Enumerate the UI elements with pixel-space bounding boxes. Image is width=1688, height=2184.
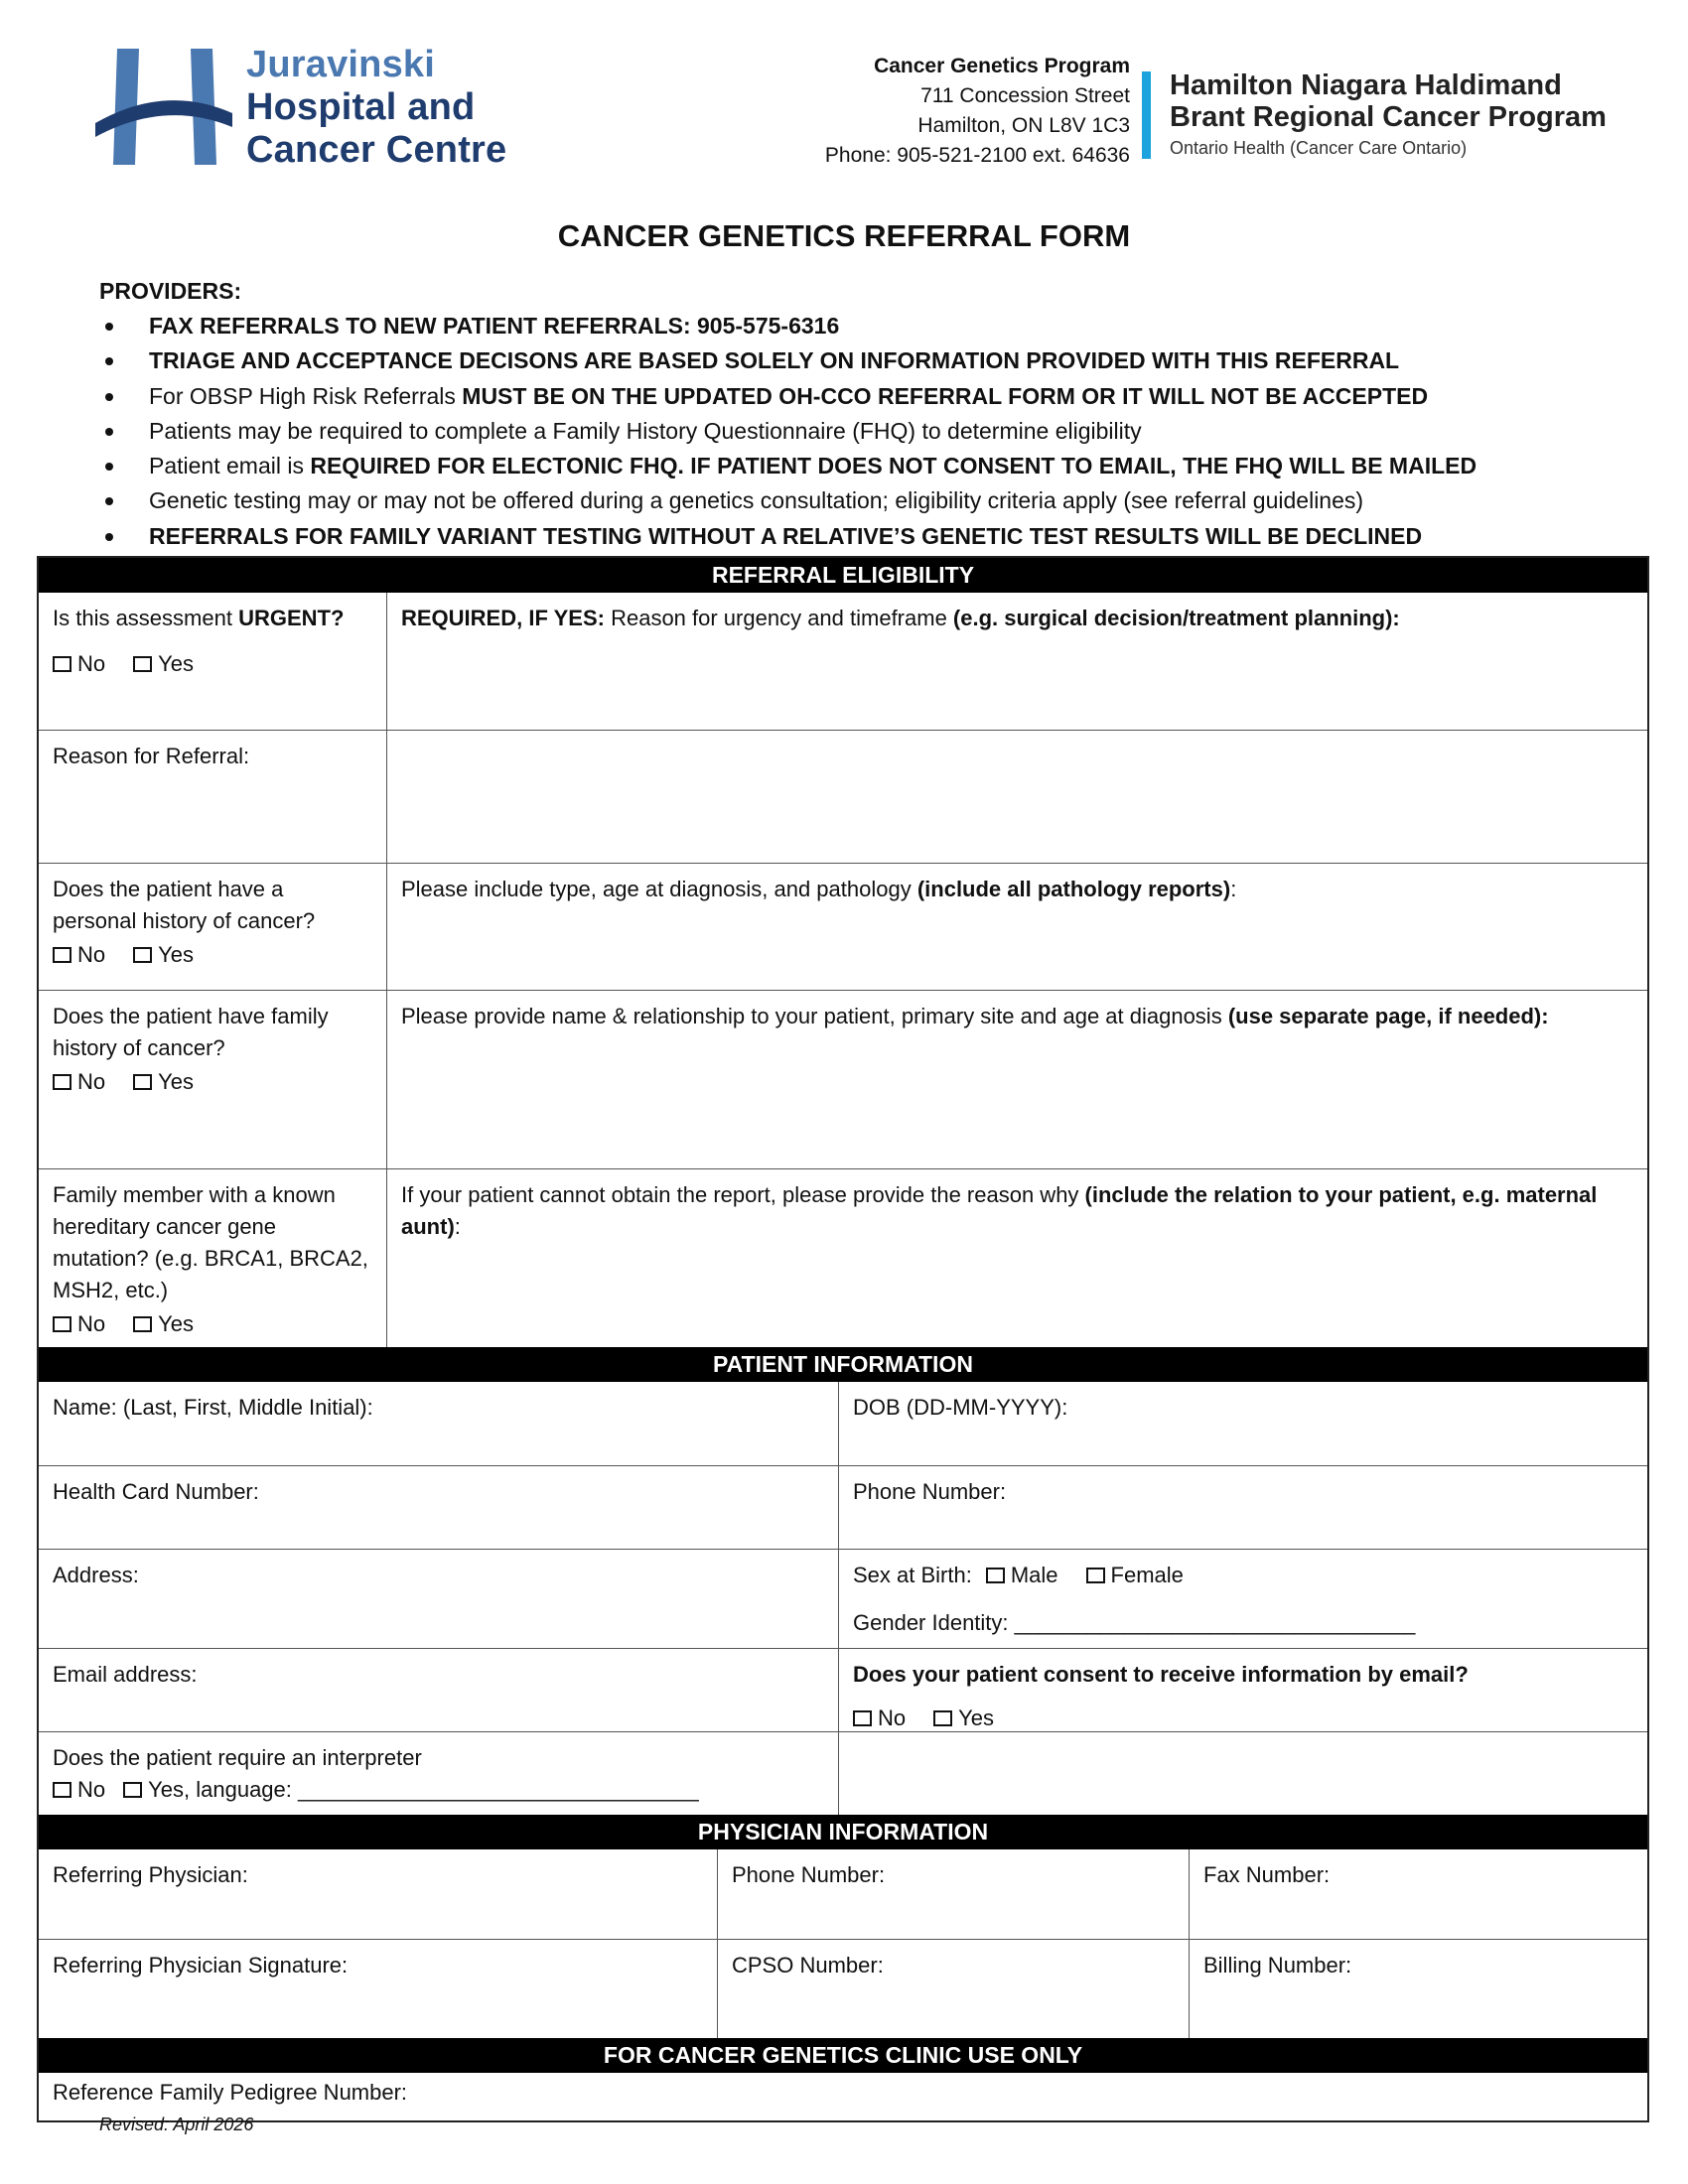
pedigree-label: Reference Family Pedigree Number: [53, 2080, 408, 2105]
patient-row-1 [39, 1382, 1647, 1465]
option-label: No [77, 942, 106, 967]
physician-row-1 [39, 1849, 1647, 1939]
logo-line2: Hospital and [246, 86, 476, 128]
cpso-label: CPSO Number: [732, 1953, 884, 1978]
providers-list [99, 309, 1477, 554]
program-phone: Phone: 905-521-2100 ext. 64636 [824, 144, 1130, 167]
family-history-field[interactable] [386, 991, 1647, 1168]
personal-history-question-cell [39, 864, 386, 990]
physician-phone-field[interactable] [717, 1849, 1189, 1939]
urgent-yes-checkbox[interactable] [133, 656, 152, 672]
section-heading-physician: PHYSICIAN INFORMATION [39, 1815, 1647, 1849]
option-label: No [77, 1777, 106, 1802]
urgency-required: REQUIRED, IF YES: [401, 606, 605, 630]
note-bold: REQUIRED FOR ELECTONIC FHQ. IF PATIENT DOES NOT CONSENT TO EMAIL, THE FHQ WILL BE MAILED [310, 453, 1477, 479]
option-label: No [77, 651, 106, 676]
empty-cell [838, 1732, 1647, 1815]
personal-history-bold: (include all pathology reports) [916, 877, 1231, 901]
sex-at-birth-options [853, 1560, 1633, 1591]
signature-label: Referring Physician Signature: [53, 1953, 349, 1978]
note-text: TRIAGE AND ACCEPTANCE DECISONS ARE BASED SOLELY ON INFORMATION PROVIDED WITH THIS REFERRAL [149, 347, 1400, 374]
juravinski-logo [95, 44, 522, 173]
dob-field[interactable] [838, 1382, 1647, 1465]
personal-yes-checkbox[interactable] [133, 947, 152, 963]
interpreter-cell [39, 1732, 838, 1815]
clinic-row [39, 2073, 1647, 2120]
patient-row-3 [39, 1549, 1647, 1648]
patient-phone-field[interactable] [838, 1466, 1647, 1549]
section-heading-eligibility: REFERRAL ELIGIBILITY [39, 558, 1647, 593]
family-no-checkbox[interactable] [53, 1074, 71, 1090]
list-item [149, 414, 1477, 449]
interpreter-no-checkbox[interactable] [53, 1782, 71, 1798]
option-label: Male [1010, 1563, 1058, 1587]
urgent-options [53, 648, 372, 680]
option-label: No [77, 1069, 106, 1094]
patient-row-2 [39, 1465, 1647, 1549]
sex-gender-cell [838, 1550, 1647, 1648]
urgency-example: (e.g. surgical decision/treatment planning): [952, 606, 1400, 630]
gender-identity-field[interactable]: Gender Identity: _________________________________ [853, 1610, 1416, 1635]
personal-history-row [39, 863, 1647, 990]
option-label: Yes [158, 1069, 195, 1094]
urgent-row [39, 593, 1647, 730]
health-card-label: Health Card Number: [53, 1479, 259, 1504]
patient-phone-label: Phone Number: [853, 1479, 1007, 1504]
interpreter-yes-checkbox[interactable] [123, 1782, 142, 1798]
mutation-row [39, 1168, 1647, 1347]
revised-date: Revised: April 2026 [99, 2115, 254, 2134]
patient-name-field[interactable] [39, 1382, 838, 1465]
email-label: Email address: [53, 1662, 198, 1687]
referring-physician-label: Referring Physician: [53, 1862, 248, 1887]
family-history-question-cell [39, 991, 386, 1168]
page-header [0, 0, 1688, 189]
reason-label: Reason for Referral: [53, 744, 250, 768]
mutation-field[interactable] [386, 1169, 1647, 1347]
regional-accent-bar [1142, 71, 1151, 159]
option-label: No [77, 1311, 106, 1336]
mutation-options [53, 1308, 372, 1340]
urgent-label-bold: URGENT? [238, 606, 345, 630]
section-heading-patient: PATIENT INFORMATION [39, 1347, 1647, 1382]
mutation-label: Family member with a known hereditary cancer gene mutation? (e.g. BRCA1, BRCA2, MSH2, etc.) [53, 1182, 368, 1302]
pedigree-field[interactable] [39, 2073, 1647, 2120]
personal-history-colon: : [1230, 877, 1237, 901]
providers-heading: PROVIDERS: [99, 278, 242, 304]
note-text: Patients may be required to complete a Family History Questionnaire (FHQ) to determine eligibility [149, 417, 1142, 444]
logo-line1: Juravinski [246, 44, 435, 85]
section-heading-clinic: FOR CANCER GENETICS CLINIC USE ONLY [39, 2038, 1647, 2073]
note-text: Patient email is [149, 453, 311, 479]
note-text: FAX REFERRALS TO NEW PATIENT REFERRALS: 905-575-6316 [149, 313, 840, 339]
personal-history-label: Does the patient have a personal history of cancer? [53, 877, 316, 933]
program-street: 711 Concession Street [920, 84, 1130, 107]
email-consent-cell [838, 1649, 1647, 1731]
option-label: Yes [158, 942, 195, 967]
note-text: For OBSP High Risk Referrals [149, 382, 463, 409]
note-bold: MUST BE ON THE UPDATED OH-CCO REFERRAL FORM OR IT WILL NOT BE ACCEPTED [462, 382, 1429, 409]
health-card-field[interactable] [39, 1466, 838, 1549]
patient-name-label: Name: (Last, First, Middle Initial): [53, 1395, 373, 1420]
option-label: Yes [158, 651, 195, 676]
mutation-bold: (include the relation to your patient, e.g. maternal aunt) [401, 1182, 1598, 1239]
email-consent-label: Does your patient consent to receive information by email? [853, 1662, 1469, 1687]
regional-line2: Brant Regional Cancer Program [1170, 101, 1607, 133]
program-contact [825, 52, 1130, 171]
dob-label: DOB (DD-MM-YYYY): [853, 1395, 1068, 1420]
reason-label-cell [39, 731, 386, 863]
list-item [149, 519, 1477, 554]
consent-no-checkbox[interactable] [853, 1710, 872, 1726]
referring-physician-field[interactable] [39, 1849, 717, 1939]
consent-yes-checkbox[interactable] [933, 1710, 952, 1726]
personal-history-options [53, 939, 372, 971]
billing-field[interactable] [1189, 1940, 1647, 2038]
referral-form-table [37, 556, 1649, 2122]
list-item [149, 309, 1477, 343]
address-label: Address: [53, 1563, 139, 1587]
urgency-reason-field[interactable] [386, 593, 1647, 730]
option-label: Female [1110, 1563, 1184, 1587]
mutation-no-checkbox[interactable] [53, 1316, 71, 1332]
regional-program-logo [1170, 69, 1607, 161]
physician-row-2 [39, 1939, 1647, 2038]
family-history-options [53, 1066, 372, 1098]
mutation-yes-checkbox[interactable] [133, 1316, 152, 1332]
interpreter-options [53, 1774, 824, 1806]
family-history-label: Does the patient have family history of cancer? [53, 1004, 329, 1060]
patient-row-4 [39, 1648, 1647, 1731]
urgency-text: Reason for urgency and timeframe [604, 606, 953, 630]
note-text: REFERRALS FOR FAMILY VARIANT TESTING WITHOUT A RELATIVE’S GENETIC TEST RESULTS WILL BE DECLINED [149, 522, 1423, 549]
female-checkbox[interactable] [1086, 1568, 1105, 1583]
email-field[interactable] [39, 1649, 838, 1731]
program-city: Hamilton, ON L8V 1C3 [917, 114, 1130, 137]
form-title: CANCER GENETICS REFERRAL FORM [557, 218, 1131, 253]
signature-field[interactable] [39, 1940, 717, 2038]
family-history-row [39, 990, 1647, 1168]
logo-wordmark [246, 44, 506, 172]
urgent-label: Is this assessment [53, 606, 239, 630]
regional-line1: Hamilton Niagara Haldimand [1170, 69, 1562, 101]
mutation-text: If your patient cannot obtain the report, please provide the reason why [401, 1182, 1085, 1207]
physician-phone-label: Phone Number: [732, 1862, 886, 1887]
male-checkbox[interactable] [986, 1568, 1005, 1583]
patient-row-5 [39, 1731, 1647, 1815]
program-name: Cancer Genetics Program [874, 55, 1130, 77]
family-history-text: Please provide name & relationship to your patient, primary site and age at diagnosis [401, 1004, 1228, 1028]
providers-notes [99, 278, 1477, 554]
reason-row [39, 730, 1647, 863]
reason-field[interactable] [386, 731, 1647, 863]
billing-label: Billing Number: [1203, 1953, 1352, 1978]
personal-history-text: Please include type, age at diagnosis, and pathology [401, 877, 917, 901]
mutation-question-cell [39, 1169, 386, 1347]
note-text: Genetic testing may or may not be offered during a genetics consultation; eligibility criteria apply (see referral guidelines) [149, 487, 1364, 514]
personal-no-checkbox[interactable] [53, 947, 71, 963]
regional-line3: Ontario Health (Cancer Care Ontario) [1170, 138, 1468, 158]
urgent-question-cell [39, 593, 386, 730]
option-label: Yes [958, 1706, 995, 1730]
family-yes-checkbox[interactable] [133, 1074, 152, 1090]
list-item [149, 379, 1477, 414]
cpso-field[interactable] [717, 1940, 1189, 2038]
hospital-h-icon [95, 44, 244, 173]
option-label: No [878, 1706, 907, 1730]
list-item [149, 483, 1477, 518]
logo-line3: Cancer Centre [246, 129, 507, 171]
address-field[interactable] [39, 1550, 838, 1648]
sex-label: Sex at Birth: [853, 1563, 972, 1587]
mutation-colon: : [454, 1214, 461, 1239]
fax-field[interactable] [1189, 1849, 1647, 1939]
interpreter-language-field[interactable]: Yes, language: _________________________________ [148, 1777, 699, 1802]
fax-label: Fax Number: [1203, 1862, 1331, 1887]
email-consent-options [853, 1703, 1633, 1734]
personal-history-field[interactable] [386, 864, 1647, 990]
family-history-bold: (use separate page, if needed): [1227, 1004, 1549, 1028]
interpreter-label: Does the patient require an interpreter [53, 1745, 422, 1770]
urgent-no-checkbox[interactable] [53, 656, 71, 672]
option-label: Yes [158, 1311, 195, 1336]
list-item [149, 449, 1477, 483]
list-item [149, 343, 1477, 378]
